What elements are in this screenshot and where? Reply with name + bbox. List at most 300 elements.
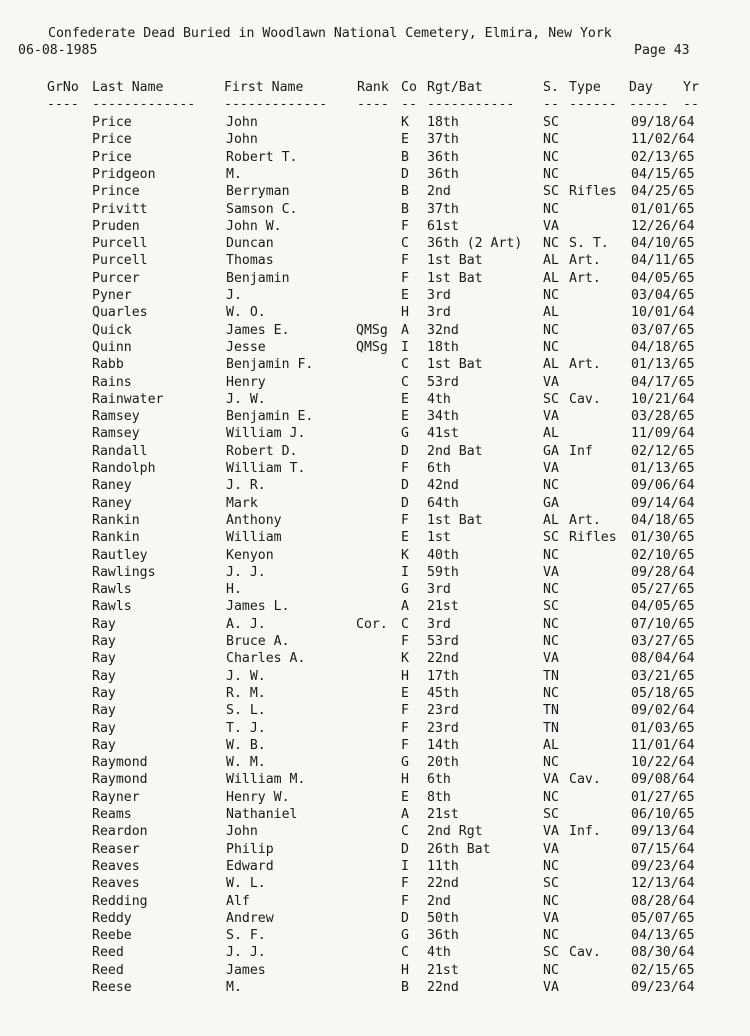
date-of-death: 09/23/64 — [631, 980, 695, 995]
company: A — [401, 322, 409, 338]
date-of-death: 01/03/65 — [631, 720, 695, 736]
regiment: 40th — [427, 547, 459, 563]
date-of-death: 10/22/64 — [631, 755, 695, 771]
date-of-death: 04/17/65 — [631, 374, 695, 390]
first-name: J. W. — [226, 391, 266, 407]
state: VA — [543, 461, 559, 476]
company: E — [401, 685, 409, 701]
regiment: 18th — [427, 339, 459, 355]
last-name: Reaves — [92, 876, 140, 892]
state: NC — [543, 928, 559, 944]
regiment: 11th — [427, 858, 459, 874]
company: F — [401, 737, 409, 753]
state: GA — [543, 443, 559, 459]
regiment: 36th — [427, 149, 459, 165]
underline-rgt: ----------- — [427, 97, 515, 112]
first-name: Bruce A. — [226, 634, 290, 649]
first-name: W. M. — [226, 755, 266, 771]
company: H — [401, 962, 409, 978]
date-of-death: 05/07/65 — [631, 910, 695, 926]
page-number: Page 43 — [634, 43, 690, 58]
last-name: Randall — [92, 443, 148, 459]
company: D — [401, 443, 409, 459]
state: VA — [543, 980, 559, 995]
first-name: M. — [226, 166, 242, 182]
date-of-death: 10/21/64 — [631, 391, 695, 407]
last-name: Rawlings — [92, 564, 156, 580]
date-of-death: 02/10/65 — [631, 547, 695, 563]
first-name: Benjamin E. — [226, 409, 314, 425]
regiment: 8th — [427, 789, 451, 805]
company: C — [401, 616, 409, 632]
first-name: Nathaniel — [226, 807, 298, 822]
last-name: Ray — [92, 720, 116, 736]
regiment: 6th — [427, 461, 451, 476]
last-name: Reebe — [92, 928, 132, 944]
last-name: Rains — [92, 374, 132, 390]
first-name: R. M. — [226, 685, 266, 701]
document-title: Confederate Dead Buried in Woodlawn National Cemetery, Elmira, New York — [48, 26, 612, 41]
last-name: Ray — [92, 685, 116, 701]
last-name: Reddy — [92, 910, 132, 926]
state: SC — [543, 530, 559, 546]
company: G — [401, 755, 409, 771]
state: NC — [543, 582, 559, 598]
company: C — [401, 236, 409, 252]
first-name: Edward — [226, 858, 274, 874]
first-name: A. J. — [226, 616, 266, 632]
first-name: J. R. — [226, 478, 266, 494]
state: NC — [543, 339, 559, 355]
column-underline-row — [0, 96, 699, 113]
last-name: Quarles — [92, 305, 148, 321]
type: Inf — [569, 443, 593, 459]
first-name: Charles A. — [226, 651, 306, 667]
company: D — [401, 478, 409, 494]
last-name: Reaves — [92, 858, 140, 874]
first-name: J. J. — [226, 945, 266, 961]
type: Art. — [569, 512, 601, 528]
first-name: Alf — [226, 893, 250, 909]
date-of-death: 02/15/65 — [631, 962, 695, 978]
type: Rifles — [569, 530, 617, 546]
company: D — [401, 166, 409, 182]
last-name: Ray — [92, 616, 116, 632]
regiment: 20th — [427, 755, 459, 771]
date-of-death: 03/27/65 — [631, 634, 695, 649]
first-name: Duncan — [226, 236, 274, 252]
date-of-death: 08/30/64 — [631, 945, 695, 961]
company: C — [401, 824, 409, 840]
type: Cav. — [569, 772, 601, 788]
date-of-death: 04/13/65 — [631, 928, 695, 944]
col-grno: GrNo — [47, 80, 79, 95]
state: NC — [543, 858, 559, 874]
state: VA — [543, 910, 559, 926]
regiment: 21st — [427, 962, 459, 978]
regiment: 2nd — [427, 893, 451, 909]
regiment: 1st Bat — [427, 270, 483, 286]
date-of-death: 05/18/65 — [631, 685, 695, 701]
last-name: Ramsey — [92, 409, 140, 425]
state: AL — [543, 253, 559, 269]
regiment: 59th — [427, 564, 459, 580]
col-first-name: First Name — [224, 80, 304, 95]
company: F — [401, 218, 409, 234]
underline-rank: ---- — [357, 97, 389, 112]
regiment: 61st — [427, 218, 459, 234]
date-of-death: 03/21/65 — [631, 668, 695, 684]
underline-last: ------------- — [92, 97, 196, 112]
first-name: W. B. — [226, 737, 266, 753]
state: AL — [543, 270, 559, 286]
last-name: Reed — [92, 945, 124, 961]
first-name: William M. — [226, 772, 306, 788]
company: F — [401, 720, 409, 736]
company: B — [401, 184, 409, 200]
state: NC — [543, 288, 559, 303]
first-name: S. L. — [226, 703, 266, 719]
last-name: Rabb — [92, 357, 124, 373]
last-name: Ray — [92, 737, 116, 753]
last-name: Reams — [92, 807, 132, 822]
underline-state: -- — [543, 97, 559, 112]
regiment: 3rd — [427, 288, 451, 303]
company: B — [401, 149, 409, 165]
state: NC — [543, 149, 559, 165]
first-name: J. J. — [226, 564, 266, 580]
first-name: Thomas — [226, 253, 274, 269]
regiment: 41st — [427, 426, 459, 442]
regiment: 36th — [427, 166, 459, 182]
date-of-death: 09/28/64 — [631, 564, 695, 580]
company: E — [401, 288, 409, 303]
company: C — [401, 357, 409, 373]
state: VA — [543, 218, 559, 234]
type: S. T. — [569, 236, 609, 252]
regiment: 17th — [427, 668, 459, 684]
date-of-death: 11/01/64 — [631, 737, 695, 753]
first-name: Berryman — [226, 184, 290, 200]
state: TN — [543, 720, 559, 736]
regiment: 42nd — [427, 478, 459, 494]
type: Cav. — [569, 391, 601, 407]
last-name: Redding — [92, 893, 148, 909]
date-of-death: 09/23/64 — [631, 858, 695, 874]
date-of-death: 04/05/65 — [631, 599, 695, 615]
first-name: John — [226, 132, 258, 148]
last-name: Ray — [92, 651, 116, 667]
company: F — [401, 703, 409, 719]
regiment: 32nd — [427, 322, 459, 338]
regiment: 18th — [427, 115, 459, 130]
first-name: W. L. — [226, 876, 266, 892]
last-name: Ray — [92, 703, 116, 719]
state: SC — [543, 184, 559, 200]
regiment: 64th — [427, 495, 459, 511]
col-co: Co — [401, 80, 417, 95]
first-name: T. J. — [226, 720, 266, 736]
state: VA — [543, 409, 559, 425]
company: I — [401, 564, 409, 580]
date-of-death: 08/28/64 — [631, 893, 695, 909]
company: G — [401, 426, 409, 442]
company: K — [401, 547, 409, 563]
date-of-death: 06/10/65 — [631, 807, 695, 822]
state: VA — [543, 841, 559, 857]
date-of-death: 08/04/64 — [631, 651, 695, 667]
state: SC — [543, 807, 559, 822]
first-name: W. O. — [226, 305, 266, 321]
regiment: 14th — [427, 737, 459, 753]
col-rgt-bat: Rgt/Bat — [427, 80, 483, 95]
date-of-death: 07/10/65 — [631, 616, 695, 632]
underline-type: ------ — [569, 97, 617, 112]
underline-yr: -- — [683, 97, 699, 112]
last-name: Purcer — [92, 270, 140, 286]
col-last-name: Last Name — [92, 80, 164, 95]
last-name: Quinn — [92, 339, 132, 355]
state: VA — [543, 651, 559, 667]
company: G — [401, 928, 409, 944]
underline-first: ------------- — [224, 97, 328, 112]
company: I — [401, 858, 409, 874]
first-name: Robert T. — [226, 149, 298, 165]
first-name: J. W. — [226, 668, 266, 684]
state: NC — [543, 789, 559, 805]
state: TN — [543, 703, 559, 719]
company: E — [401, 409, 409, 425]
regiment: 50th — [427, 910, 459, 926]
date-of-death: 11/02/64 — [631, 132, 695, 148]
date-of-death: 09/14/64 — [631, 495, 695, 511]
state: NC — [543, 755, 559, 771]
last-name: Privitt — [92, 201, 148, 217]
last-name: Rawls — [92, 599, 132, 615]
regiment: 22nd — [427, 651, 459, 667]
last-name: Pridgeon — [92, 166, 156, 182]
company: C — [401, 374, 409, 390]
company: I — [401, 339, 409, 355]
first-name: M. — [226, 980, 242, 995]
first-name: James — [226, 962, 266, 978]
regiment: 22nd — [427, 980, 459, 995]
col-state: S. — [543, 80, 559, 95]
state: SC — [543, 945, 559, 961]
last-name: Ray — [92, 634, 116, 649]
regiment: 53rd — [427, 374, 459, 390]
last-name: Rankin — [92, 512, 140, 528]
state: AL — [543, 737, 559, 753]
regiment: 1st Bat — [427, 357, 483, 373]
regiment: 1st Bat — [427, 253, 483, 269]
company: H — [401, 668, 409, 684]
regiment: 37th — [427, 132, 459, 148]
state: NC — [543, 236, 559, 252]
company: B — [401, 201, 409, 217]
state: AL — [543, 357, 559, 373]
regiment: 34th — [427, 409, 459, 425]
last-name: Pyner — [92, 288, 132, 303]
company: K — [401, 651, 409, 667]
company: A — [401, 599, 409, 615]
first-name: Anthony — [226, 512, 282, 528]
date-of-death: 07/15/64 — [631, 841, 695, 857]
date-of-death: 01/27/65 — [631, 789, 695, 805]
regiment: 45th — [427, 685, 459, 701]
last-name: Purcell — [92, 236, 148, 252]
date-of-death: 04/18/65 — [631, 339, 695, 355]
underline-day: ----- — [629, 97, 669, 112]
last-name: Reardon — [92, 824, 148, 840]
date-of-death: 11/09/64 — [631, 426, 695, 442]
document-date: 06-08-1985 — [18, 43, 98, 58]
company: D — [401, 910, 409, 926]
state: NC — [543, 685, 559, 701]
first-name: S. F. — [226, 928, 266, 944]
state: VA — [543, 824, 559, 840]
first-name: John W. — [226, 218, 282, 234]
date-of-death: 01/13/65 — [631, 461, 695, 476]
type: Art. — [569, 270, 601, 286]
column-header-row — [0, 79, 699, 96]
company: F — [401, 893, 409, 909]
state: VA — [543, 772, 559, 788]
date-of-death: 05/27/65 — [631, 582, 695, 598]
date-of-death: 09/18/64 — [631, 115, 695, 130]
last-name: Prince — [92, 184, 140, 200]
last-name: Raymond — [92, 755, 148, 771]
last-name: Rayner — [92, 789, 140, 805]
last-name: Price — [92, 132, 132, 148]
regiment: 3rd — [427, 582, 451, 598]
underline-co: -- — [401, 97, 417, 112]
col-type: Type — [569, 80, 601, 95]
regiment: 36th — [427, 928, 459, 944]
col-yr: Yr — [683, 80, 699, 95]
state: NC — [543, 322, 559, 338]
first-name: Benjamin F. — [226, 357, 314, 373]
regiment: 37th — [427, 201, 459, 217]
regiment: 1st — [427, 530, 451, 546]
last-name: Purcell — [92, 253, 148, 269]
state: AL — [543, 305, 559, 321]
state: SC — [543, 115, 559, 130]
regiment: 2nd Bat — [427, 443, 483, 459]
state: NC — [543, 201, 559, 217]
rank: QMSg — [356, 322, 388, 338]
last-name: Price — [92, 149, 132, 165]
regiment: 53rd — [427, 634, 459, 649]
first-name: Jesse — [226, 339, 266, 355]
date-of-death: 09/06/64 — [631, 478, 695, 494]
type: Inf. — [569, 824, 601, 840]
state: NC — [543, 132, 559, 148]
first-name: James L. — [226, 599, 290, 615]
last-name: Raney — [92, 495, 132, 511]
date-of-death: 01/13/65 — [631, 357, 695, 373]
state: NC — [543, 478, 559, 494]
company: H — [401, 772, 409, 788]
state: NC — [543, 547, 559, 563]
date-of-death: 01/30/65 — [631, 530, 695, 546]
last-name: Raney — [92, 478, 132, 494]
first-name: Henry — [226, 374, 266, 390]
last-name: Rainwater — [92, 391, 164, 407]
date-of-death: 04/15/65 — [631, 166, 695, 182]
date-of-death: 04/25/65 — [631, 184, 695, 200]
last-name: Randolph — [92, 461, 156, 476]
company: E — [401, 391, 409, 407]
date-of-death: 09/08/64 — [631, 772, 695, 788]
state: NC — [543, 893, 559, 909]
regiment: 23rd — [427, 720, 459, 736]
company: E — [401, 132, 409, 148]
col-day: Day — [629, 80, 653, 95]
company: F — [401, 634, 409, 649]
state: SC — [543, 391, 559, 407]
last-name: Ramsey — [92, 426, 140, 442]
company: D — [401, 495, 409, 511]
company: F — [401, 253, 409, 269]
regiment: 3rd — [427, 305, 451, 321]
last-name: Reed — [92, 962, 124, 978]
rank: QMSg — [356, 339, 388, 355]
last-name: Rawls — [92, 582, 132, 598]
company: D — [401, 841, 409, 857]
underline-grno: ---- — [47, 97, 79, 112]
state: SC — [543, 599, 559, 615]
regiment: 1st Bat — [427, 512, 483, 528]
date-of-death: 12/26/64 — [631, 218, 695, 234]
state: AL — [543, 512, 559, 528]
regiment: 6th — [427, 772, 451, 788]
first-name: Philip — [226, 841, 274, 857]
date-of-death: 01/01/65 — [631, 201, 695, 217]
first-name: Henry W. — [226, 789, 290, 805]
date-of-death: 09/02/64 — [631, 703, 695, 719]
state: NC — [543, 962, 559, 978]
state: NC — [543, 634, 559, 649]
company: G — [401, 582, 409, 598]
last-name: Price — [92, 115, 132, 130]
company: F — [401, 461, 409, 476]
first-name: William — [226, 530, 282, 546]
regiment: 2nd — [427, 184, 451, 200]
last-name: Quick — [92, 322, 132, 338]
company: K — [401, 115, 409, 130]
last-name: Ray — [92, 668, 116, 684]
regiment: 4th — [427, 391, 451, 407]
date-of-death: 04/05/65 — [631, 270, 695, 286]
state: SC — [543, 876, 559, 892]
type: Art. — [569, 253, 601, 269]
last-name: Rautley — [92, 547, 148, 563]
regiment: 21st — [427, 807, 459, 822]
first-name: James E. — [226, 322, 290, 338]
regiment: 26th Bat — [427, 841, 491, 857]
company: A — [401, 807, 409, 822]
rank: Cor. — [356, 616, 388, 632]
state: GA — [543, 495, 559, 511]
state: VA — [543, 564, 559, 580]
first-name: William T. — [226, 461, 306, 476]
regiment: 22nd — [427, 876, 459, 892]
type: Rifles — [569, 184, 617, 200]
regiment: 2nd Rgt — [427, 824, 483, 840]
company: F — [401, 270, 409, 286]
first-name: Mark — [226, 495, 258, 511]
